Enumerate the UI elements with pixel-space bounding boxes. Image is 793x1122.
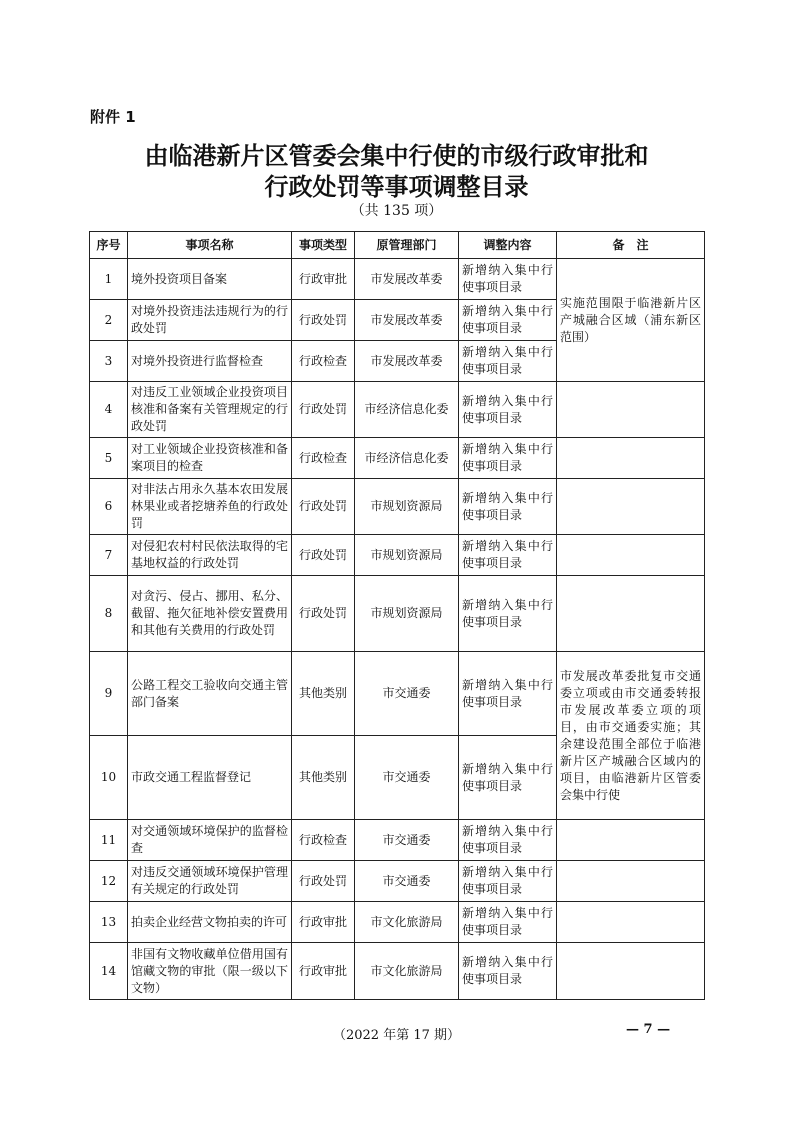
row-remark-empty xyxy=(557,535,705,576)
row-type: 其他类别 xyxy=(292,652,355,736)
row-dept: 市交通委 xyxy=(355,861,459,902)
header-dept: 原管理部门 xyxy=(355,232,459,259)
header-no: 序号 xyxy=(90,232,128,259)
row-remark-empty xyxy=(557,479,705,535)
row-dept: 市发展改革委 xyxy=(355,341,459,382)
row-type: 行政检查 xyxy=(292,820,355,861)
row-remark-empty xyxy=(557,861,705,902)
row-no: 11 xyxy=(90,820,128,861)
table-row xyxy=(90,902,705,943)
table-row xyxy=(90,861,705,902)
row-name: 对非法占用永久基本农田发展林果业或者挖塘养鱼的行政处罚 xyxy=(128,479,292,535)
table-row xyxy=(90,820,705,861)
table-row xyxy=(90,479,705,535)
row-remark-empty xyxy=(557,576,705,652)
row-change: 新增纳入集中行使事项目录 xyxy=(459,259,557,300)
table-row xyxy=(90,535,705,576)
row-dept: 市经济信息化委 xyxy=(355,438,459,479)
table-row xyxy=(90,438,705,479)
row-remark-empty xyxy=(557,943,705,1000)
row-dept: 市文化旅游局 xyxy=(355,902,459,943)
row-remark-empty xyxy=(557,820,705,861)
row-name: 对违反交通领域环境保护管理有关规定的行政处罚 xyxy=(128,861,292,902)
row-change: 新增纳入集中行使事项目录 xyxy=(459,861,557,902)
row-type: 行政处罚 xyxy=(292,300,355,341)
item-count: （共 135 项） xyxy=(350,203,443,219)
row-dept: 市交通委 xyxy=(355,736,459,820)
table-row xyxy=(90,652,705,736)
row-dept: 市发展改革委 xyxy=(355,259,459,300)
row-dept: 市文化旅游局 xyxy=(355,943,459,1000)
row-change: 新增纳入集中行使事项目录 xyxy=(459,576,557,652)
header-remark: 备 注 xyxy=(557,232,705,259)
catalog-table xyxy=(89,231,705,1000)
attachment-label: 附件 1 xyxy=(90,108,136,126)
row-type: 行政审批 xyxy=(292,259,355,300)
row-remark: 市发展改革委批复市交通委立项或由市交通委转报市发展改革委立项的项目，由市交通委实施；其余建设范围全部位于临港新片区产城融合区域内的项目，由临港新片区管委会集中行使 xyxy=(557,652,705,820)
row-type: 其他类别 xyxy=(292,736,355,820)
table-row xyxy=(90,576,705,652)
row-remark-empty xyxy=(557,438,705,479)
table-header-row xyxy=(90,232,705,259)
row-name: 对贪污、侵占、挪用、私分、截留、拖欠征地补偿安置费用和其他有关费用的行政处罚 xyxy=(128,576,292,652)
row-no: 7 xyxy=(90,535,128,576)
row-change: 新增纳入集中行使事项目录 xyxy=(459,382,557,438)
page-number: — 7 — xyxy=(626,1022,671,1037)
row-change: 新增纳入集中行使事项目录 xyxy=(459,652,557,736)
row-no: 14 xyxy=(90,943,128,1000)
row-dept: 市规划资源局 xyxy=(355,535,459,576)
row-type: 行政处罚 xyxy=(292,535,355,576)
issue-footer: （2022 年第 17 期） xyxy=(332,1028,461,1043)
row-change: 新增纳入集中行使事项目录 xyxy=(459,535,557,576)
row-change: 新增纳入集中行使事项目录 xyxy=(459,736,557,820)
row-change: 新增纳入集中行使事项目录 xyxy=(459,341,557,382)
row-change: 新增纳入集中行使事项目录 xyxy=(459,479,557,535)
row-name: 对工业领域企业投资核准和备案项目的检查 xyxy=(128,438,292,479)
row-name: 对侵犯农村村民依法取得的宅基地权益的行政处罚 xyxy=(128,535,292,576)
row-no: 3 xyxy=(90,341,128,382)
row-name: 市政交通工程监督登记 xyxy=(128,736,292,820)
row-no: 8 xyxy=(90,576,128,652)
row-change: 新增纳入集中行使事项目录 xyxy=(459,943,557,1000)
row-no: 2 xyxy=(90,300,128,341)
row-dept: 市规划资源局 xyxy=(355,479,459,535)
row-change: 新增纳入集中行使事项目录 xyxy=(459,902,557,943)
row-remark-empty xyxy=(557,902,705,943)
row-remark: 实施范围限于临港新片区产城融合区域（浦东新区范围） xyxy=(557,259,705,382)
row-change: 新增纳入集中行使事项目录 xyxy=(459,300,557,341)
row-dept: 市交通委 xyxy=(355,820,459,861)
row-no: 10 xyxy=(90,736,128,820)
row-change: 新增纳入集中行使事项目录 xyxy=(459,820,557,861)
row-dept: 市交通委 xyxy=(355,652,459,736)
row-dept: 市规划资源局 xyxy=(355,576,459,652)
row-name: 拍卖企业经营文物拍卖的许可 xyxy=(128,902,292,943)
row-type: 行政处罚 xyxy=(292,382,355,438)
row-type: 行政处罚 xyxy=(292,576,355,652)
row-change: 新增纳入集中行使事项目录 xyxy=(459,438,557,479)
header-name: 事项名称 xyxy=(128,232,292,259)
row-name: 公路工程交工验收向交通主管部门备案 xyxy=(128,652,292,736)
row-no: 9 xyxy=(90,652,128,736)
row-type: 行政审批 xyxy=(292,902,355,943)
header-change: 调整内容 xyxy=(459,232,557,259)
row-remark-empty xyxy=(557,382,705,438)
row-dept: 市经济信息化委 xyxy=(355,382,459,438)
row-dept: 市发展改革委 xyxy=(355,300,459,341)
row-type: 行政检查 xyxy=(292,438,355,479)
row-no: 12 xyxy=(90,861,128,902)
row-name: 对违反工业领域企业投资项目核准和备案有关管理规定的行政处罚 xyxy=(128,382,292,438)
table-row xyxy=(90,259,705,300)
row-no: 5 xyxy=(90,438,128,479)
row-no: 4 xyxy=(90,382,128,438)
row-name: 非国有文物收藏单位借用国有馆藏文物的审批（限一级以下文物） xyxy=(128,943,292,1000)
row-no: 1 xyxy=(90,259,128,300)
table-row xyxy=(90,382,705,438)
row-type: 行政审批 xyxy=(292,943,355,1000)
row-name: 境外投资项目备案 xyxy=(128,259,292,300)
row-no: 13 xyxy=(90,902,128,943)
row-type: 行政检查 xyxy=(292,341,355,382)
document-title-line1: 由临港新片区管委会集中行使的市级行政审批和 xyxy=(144,141,649,170)
row-name: 对境外投资违法违规行为的行政处罚 xyxy=(128,300,292,341)
table-row xyxy=(90,943,705,1000)
document-title-line2: 行政处罚等事项调整目录 xyxy=(264,172,529,201)
row-type: 行政处罚 xyxy=(292,479,355,535)
row-name: 对交通领域环境保护的监督检查 xyxy=(128,820,292,861)
row-type: 行政处罚 xyxy=(292,861,355,902)
header-type: 事项类型 xyxy=(292,232,355,259)
row-name: 对境外投资进行监督检查 xyxy=(128,341,292,382)
row-no: 6 xyxy=(90,479,128,535)
